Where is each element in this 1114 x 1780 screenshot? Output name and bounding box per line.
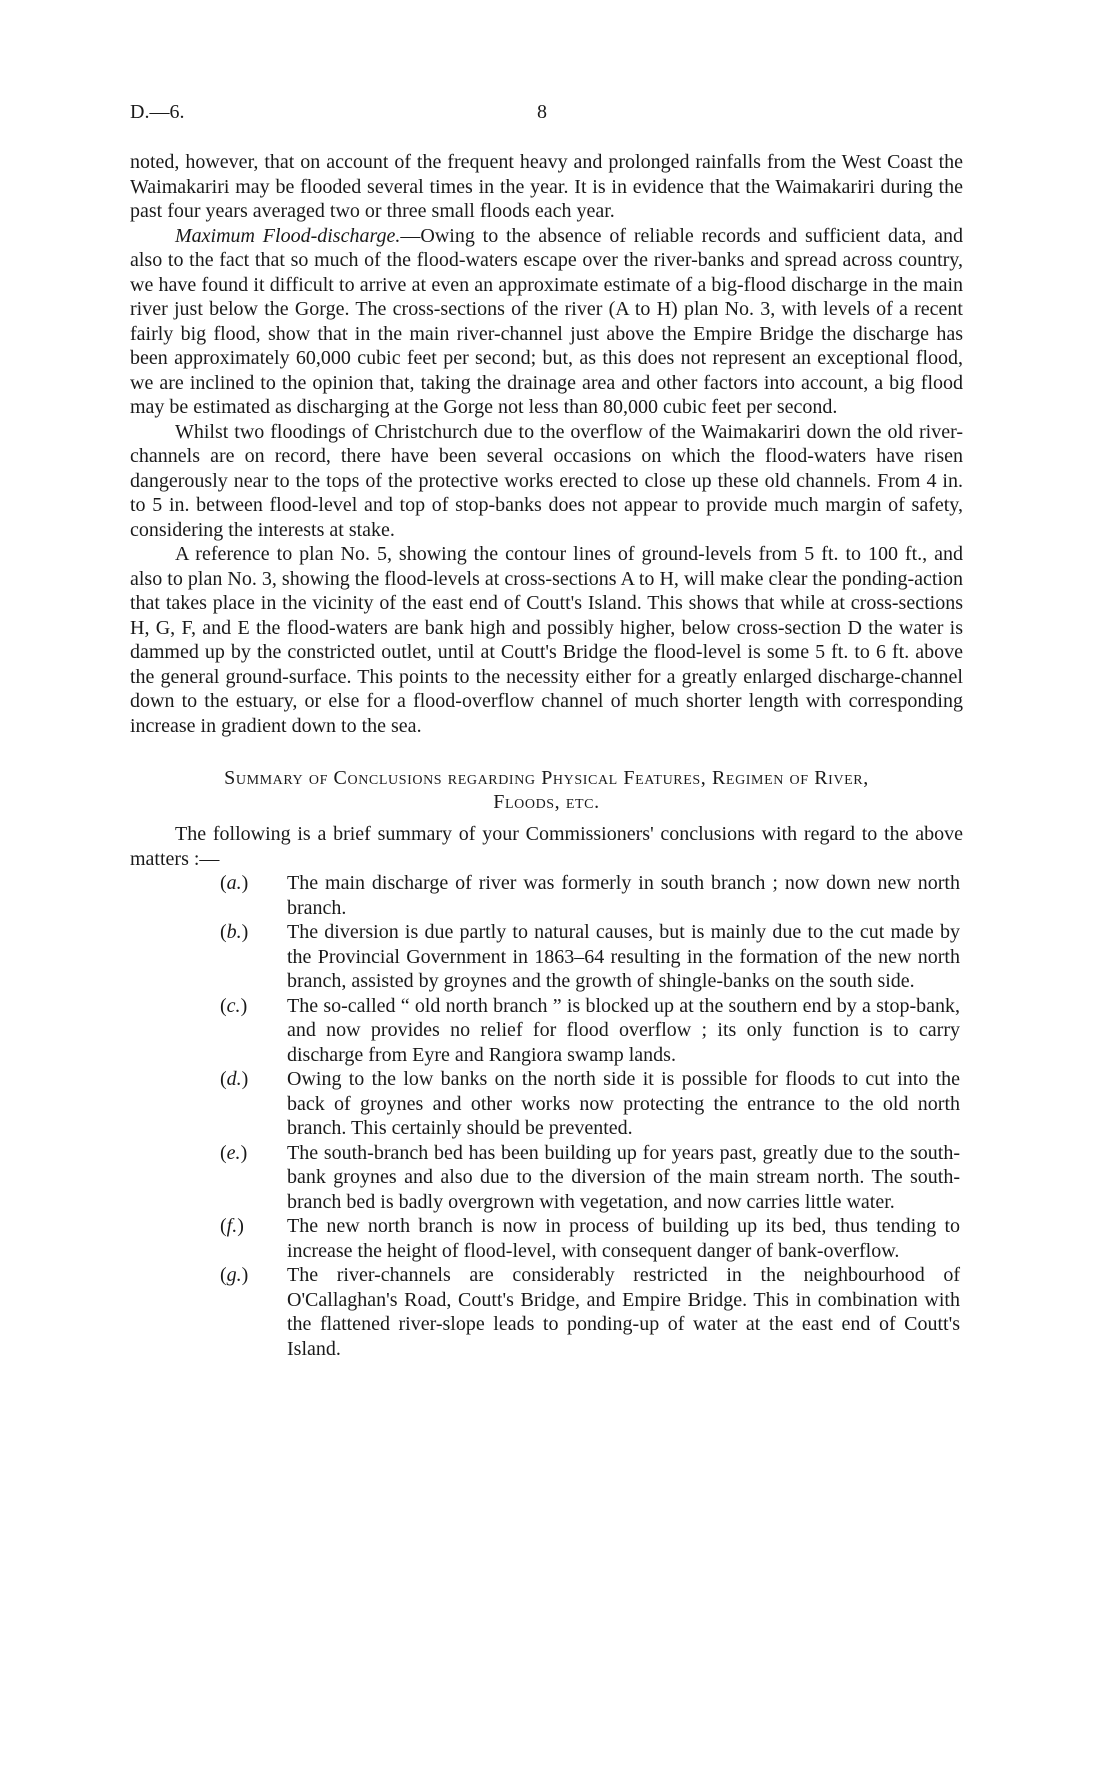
- paragraph-continuation: noted, however, that on account of the frequent heavy and prolonged rainfalls from the West Coast the Waimakariri may be flooded several times in the year. It is in evidence that the Waimakariri during the past four years averaged two or three small floods each year.: [130, 151, 963, 222]
- section-heading-line-1: Summary of Conclusions regarding Physical Features, Regimen of River,: [224, 767, 869, 789]
- list-item: [130, 920, 963, 994]
- paragraph-maximum-flood-discharge: [130, 224, 963, 420]
- list-marker: (a.): [220, 872, 249, 894]
- list-item: [130, 1067, 963, 1141]
- list-marker: (d.): [220, 1068, 249, 1090]
- paragraph-text: —Owing to the absence of reliable records and sufficient data, and also to the fact that so much of the flood-waters escape over the river-banks and spread across country, we have found it difficult to arrive at even an approximate estimate of a big-flood discharge in the main river just below the Gorge. The cross-sections of the river (A to H) plan No. 3, with levels of a recent fairly big flood, show that in the main river-channel just above the Empire Bridge the discharge has been approximately 60,000 cubic feet per second; but, as this does not represent an exceptional flood, we are inclined to the opinion that, taking the drainage area and other factors into account, a big flood may be estimated as discharging at the Gorge not less than 80,000 cubic feet per second.: [130, 224, 963, 418]
- section-heading-line-2: Floods, etc.: [493, 791, 600, 813]
- list-item-text: The new north branch is now in process of building up its bed, thus tending to increase the height of flood-level, with consequent danger of bank-overflow.: [287, 1215, 960, 1262]
- list-item: [130, 1263, 963, 1361]
- list-marker: (b.): [220, 921, 249, 943]
- summary-intro: The following is a brief summary of your Commissioners' conclusions with regard to the above matters :—: [130, 823, 963, 870]
- paragraph-lead-heading: Maximum Flood-discharge.: [175, 224, 401, 247]
- list-item: [130, 1141, 963, 1215]
- list-item-text: The main discharge of river was formerly in south branch ; now down new north branch.: [287, 872, 960, 919]
- list-item-text: The so-called “ old north branch ” is blocked up at the southern end by a stop-bank, and now provides no relief for flood overflow ; its only function is to carry discharge from Eyre and Rangiora swamp lands.: [287, 994, 960, 1066]
- page-number: 8: [537, 101, 547, 123]
- list-item-text: The south-branch bed has been building up for years past, greatly due to the south-bank groynes and also due to the diversion of the main stream north. The south-branch bed is badly overgrown with vegetation, and now carries little water.: [287, 1141, 960, 1213]
- list-item-text: The diversion is due partly to natural causes, but is mainly due to the cut made by the Provincial Government in 1863–64 resulting in the formation of the new north branch, assisted by groynes and the growth of shingle-banks on the south side.: [287, 921, 960, 992]
- paragraph-ponding-action: A reference to plan No. 5, showing the contour lines of ground-levels from 5 ft. to 100 ft., and also to plan No. 3, showing the flood-levels at cross-sections A to H, will make clear the ponding-action that takes place in the vicinity of the east end of Coutt's Island. This shows that while at cross-sections H, G, F, and E the flood-waters are bank high and possibly higher, below cross-section D the water is dammed up by the constricted outlet, until at Coutt's Bridge the flood-level is some 5 ft. to 6 ft. above the general ground-surface. This points to the necessity either for a greatly enlarged discharge-channel down to the estuary, or else for a flood-overflow channel of much shorter length with corresponding increase in gradient down to the sea.: [130, 543, 963, 737]
- list-item-text: Owing to the low banks on the north side it is possible for floods to cut into the back of groynes and other works now protecting the entrance to the old north branch. This certainly should be prevented.: [287, 1068, 960, 1139]
- list-item: [130, 1214, 963, 1263]
- list-marker: (c.): [220, 994, 248, 1017]
- list-marker: (e.): [220, 1141, 248, 1164]
- list-item: [130, 994, 963, 1068]
- list-marker: (g.): [220, 1264, 249, 1286]
- list-marker: (f.): [220, 1215, 244, 1237]
- document-body: [130, 150, 963, 1361]
- list-item: [130, 871, 963, 920]
- document-reference: D.—6.: [130, 101, 185, 123]
- list-item-text: The river-channels are considerably restricted in the neighbourhood of O'Callaghan's Road, Coutt's Bridge, and Empire Bridge. This in combination with the flattened river-slope leads to ponding-up of water at the east end of Coutt's Island.: [287, 1264, 960, 1360]
- section-heading: [130, 766, 963, 814]
- conclusions-list: [130, 871, 963, 1361]
- paragraph-christchurch-floodings: Whilst two floodings of Christchurch due to the overflow of the Waimakariri down the old river-channels are on record, there have been several occasions on which the flood-waters have risen dangerously near to the tops of the protective works erected to close up these old channels. From 4 in. to 5 in. between flood-level and top of stop-banks does not appear to provide much margin of safety, considering the interests at stake.: [130, 420, 963, 541]
